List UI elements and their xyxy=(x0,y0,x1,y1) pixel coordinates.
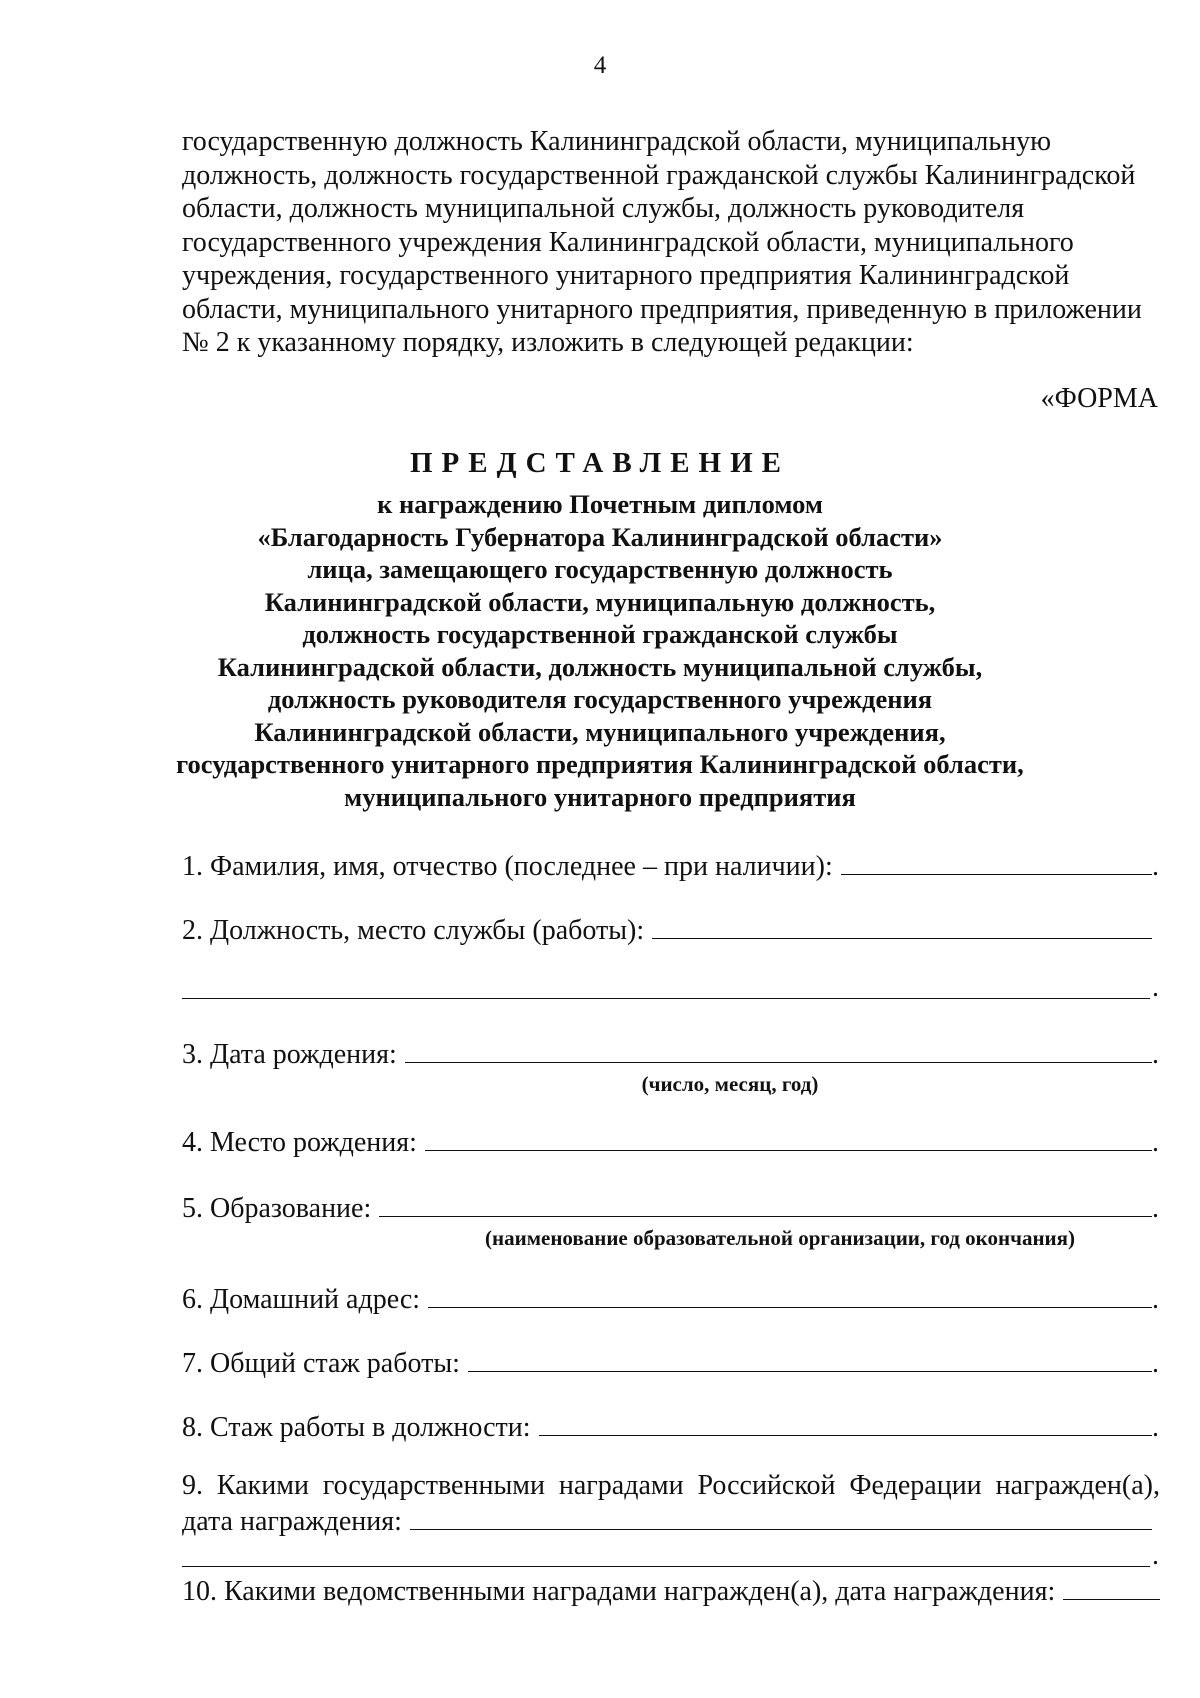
field-home-address-label: 6. Домашний адрес: xyxy=(182,1284,421,1315)
subtitle-line: муниципального унитарного предприятия xyxy=(344,781,856,812)
position-blank-continuation[interactable] xyxy=(182,970,1150,999)
forma-label: «ФОРМА xyxy=(1040,383,1158,414)
intro-line: № 2 к указанному порядку, изложить в следующей редакции: xyxy=(182,327,914,358)
home-address-blank[interactable] xyxy=(428,1281,1152,1308)
field-birth-date xyxy=(182,1036,1160,1071)
subtitle-line: должность государственной гражданской службы xyxy=(302,619,898,649)
state-awards-blank[interactable] xyxy=(410,1503,1152,1530)
field-position-experience xyxy=(182,1409,1160,1444)
field-state-awards xyxy=(182,1503,1160,1538)
field-period: . xyxy=(1152,1284,1159,1315)
field-period: . xyxy=(1152,1193,1159,1224)
field-period: . xyxy=(1152,1039,1159,1070)
departmental-awards-blank[interactable] xyxy=(1063,1573,1160,1600)
subtitle-line: Калининградской области, должность муниципальной службы, xyxy=(217,651,983,682)
subtitle-line: должность руководителя государственного учреждения xyxy=(267,684,933,714)
field-education-label: 5. Образование: xyxy=(182,1193,372,1224)
field-period: . xyxy=(1152,1348,1159,1379)
subtitle-line: лица, замещающего государственную должность xyxy=(307,554,893,584)
field-state-awards-label: 9. Какими государственными наградами Российской Федерации награжден(а), xyxy=(182,1470,1160,1501)
full-name-blank[interactable] xyxy=(841,848,1152,875)
field-period: . xyxy=(1152,851,1159,882)
intro-line: области, должность муниципальной службы, должность руководителя xyxy=(182,193,1025,224)
intro-line: области, муниципального унитарного предприятия, приведенную в приложении xyxy=(182,293,1142,325)
field-position-experience-label: 8. Стаж работы в должности: xyxy=(182,1412,531,1443)
subtitle-line: государственного унитарного предприятия Калининградской области, xyxy=(176,749,1024,779)
field-birth-place-label: 4. Место рождения: xyxy=(182,1127,417,1158)
field-period: . xyxy=(1152,1540,1159,1571)
field-departmental-awards xyxy=(182,1573,1160,1608)
field-full-name-label: 1. Фамилия, имя, отчество (последнее – при наличии): xyxy=(182,851,833,882)
intro-line: должность, должность государственной гражданской службы Калининградской xyxy=(182,159,1136,191)
field-position-label: 2. Должность, место службы (работы): xyxy=(182,915,645,946)
intro-line: государственного учреждения Калининградской области, муниципального xyxy=(182,226,1074,258)
position-experience-blank[interactable] xyxy=(539,1409,1152,1436)
field-full-name xyxy=(182,848,1160,883)
field-state-awards-date-label: дата награждения: xyxy=(182,1506,402,1537)
birth-place-blank[interactable] xyxy=(425,1124,1152,1151)
field-position xyxy=(182,912,1160,947)
document-title: ПРЕДСТАВЛЕНИЕ xyxy=(410,447,790,479)
position-blank[interactable] xyxy=(652,912,1152,939)
field-birth-place xyxy=(182,1124,1160,1159)
total-experience-blank[interactable] xyxy=(468,1345,1152,1372)
birth-date-hint: (число, месяц, год) xyxy=(641,1072,819,1096)
page-number: 4 xyxy=(593,52,607,79)
field-period: . xyxy=(1152,1412,1159,1443)
field-period: . xyxy=(1152,972,1159,1003)
field-education xyxy=(182,1190,1160,1225)
intro-paragraph xyxy=(182,125,1160,360)
subtitle-line: «Благодарность Губернатора Калининградской области» xyxy=(257,521,943,552)
field-departmental-awards-label: 10. Какими ведомственными наградами награжден(а), дата награждения: xyxy=(182,1576,1056,1607)
field-total-experience xyxy=(182,1345,1160,1380)
education-blank[interactable] xyxy=(379,1190,1152,1217)
subtitle-line: к награждению Почетным дипломом xyxy=(377,489,823,519)
document-subtitle xyxy=(100,488,1100,813)
field-home-address xyxy=(182,1281,1160,1316)
subtitle-line: Калининградской области, муниципальную должность, xyxy=(264,586,936,617)
field-period: . xyxy=(1152,1127,1159,1158)
field-total-experience-label: 7. Общий стаж работы: xyxy=(182,1348,460,1379)
intro-line: государственную должность Калининградской области, муниципальную xyxy=(182,126,1051,157)
state-awards-blank-continuation[interactable] xyxy=(182,1542,1150,1567)
subtitle-line: Калининградской области, муниципального учреждения, xyxy=(254,716,946,747)
field-birth-date-label: 3. Дата рождения: xyxy=(182,1039,397,1070)
education-hint: (наименование образовательной организации, год окончания) xyxy=(485,1226,1075,1250)
intro-line: учреждения, государственного унитарного предприятия Калининградской xyxy=(182,260,1070,291)
birth-date-blank[interactable] xyxy=(405,1036,1152,1063)
